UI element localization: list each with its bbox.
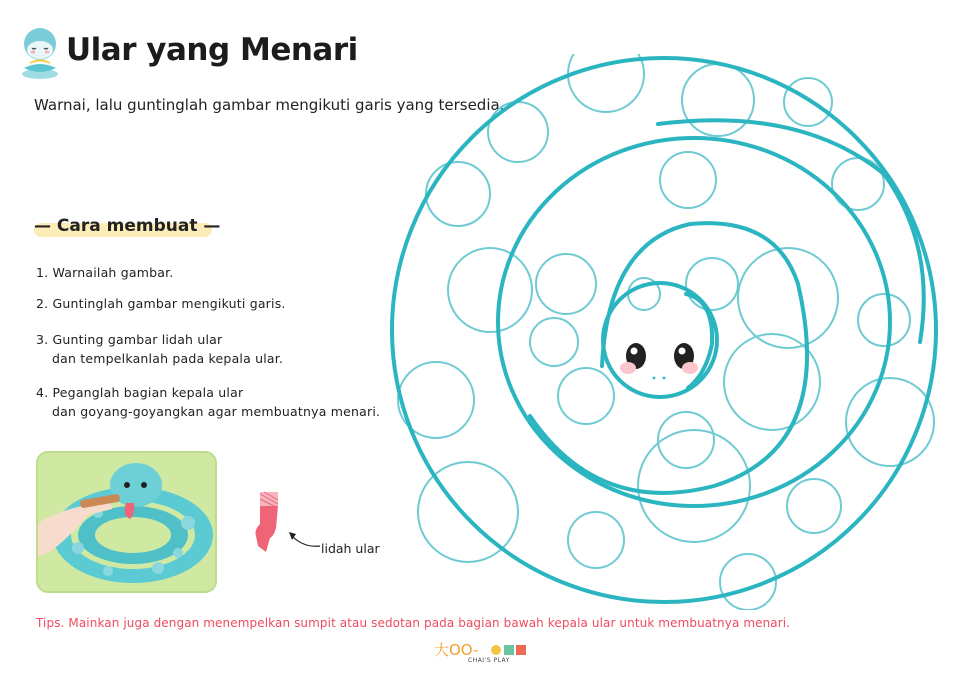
scissors-arrow-icon [286, 528, 322, 552]
howto-heading: — Cara membuat — [34, 216, 221, 236]
howto-step-line: dan tempelkanlah pada kepala ular. [52, 351, 284, 366]
howto-step [36, 263, 173, 282]
snake-mascot-icon [18, 24, 62, 80]
howto-step-line: 3. Gunting gambar lidah ular [36, 332, 223, 347]
howto-step [36, 383, 380, 421]
page-title: Ular yang Menari [66, 32, 358, 68]
howto-step-line: 1. Warnailah gambar. [36, 265, 174, 280]
howto-step [36, 294, 286, 313]
tips-text: Tips. Mainkan juga dengan menempelkan sumpit atau sedotan pada bagian bawah kepala ular untuk membuatnya menari. [36, 616, 791, 630]
brand-subtitle: CHAI'S PLAY [468, 657, 510, 664]
tongue-label: lidah ular [321, 541, 380, 556]
page-subtitle: Warnai, lalu guntinglah gambar mengikuti garis yang tersedia. [34, 96, 505, 114]
snake-face [620, 343, 698, 379]
brand-logo-text: 大OO- [434, 641, 479, 659]
tongue-cutout [250, 490, 286, 556]
howto-step-line: 2. Guntinglah gambar mengikuti garis. [36, 296, 286, 311]
spiral-snake [388, 54, 944, 610]
example-photo [36, 451, 217, 593]
example-photo-illustration [38, 453, 215, 591]
howto-step-line: 4. Peganglah bagian kepala ular [36, 385, 244, 400]
howto-step [36, 330, 283, 368]
snake-body [392, 58, 936, 602]
howto-step-line: dan goyang-goyangkan agar membuatnya menari. [52, 404, 381, 419]
